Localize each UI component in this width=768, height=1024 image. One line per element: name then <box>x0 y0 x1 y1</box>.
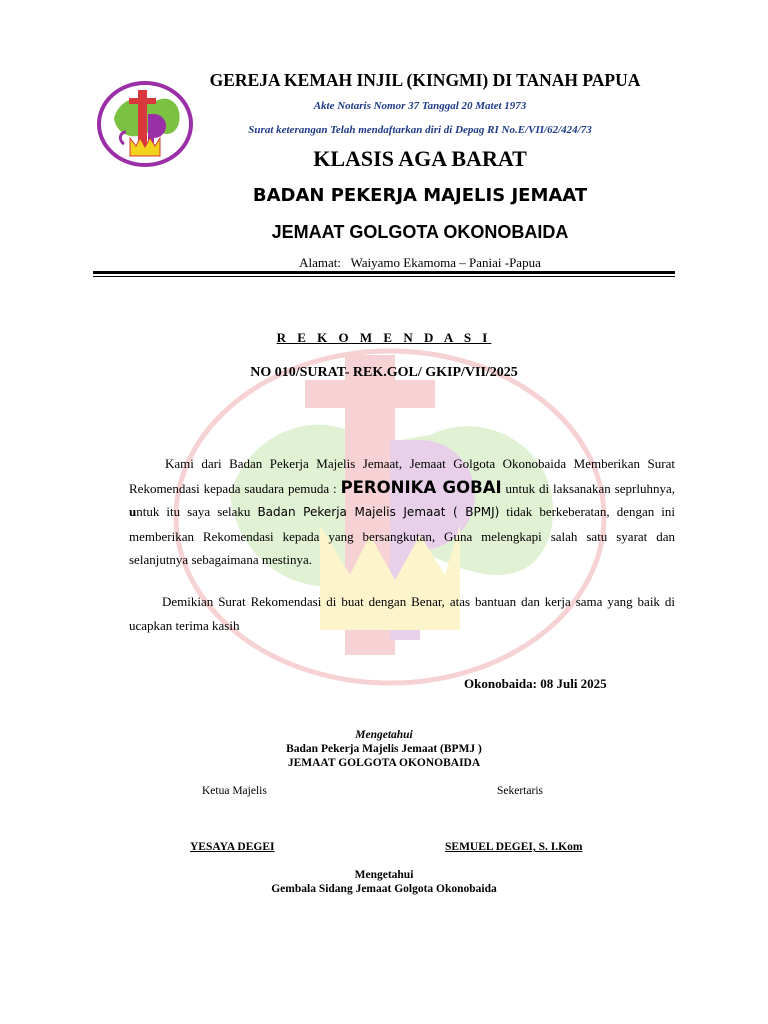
address-label: Alamat: <box>299 255 342 270</box>
header-divider-thick <box>93 271 675 274</box>
letter-number: NO 010/SURAT- REK.GOL/ GKIP/VII/2025 <box>250 365 518 380</box>
sekretaris-title: Sekertaris <box>497 785 543 797</box>
recipient-name: PERONIKA GOBAI <box>340 477 502 497</box>
church-name: GEREJA KEMAH INJIL (KINGMI) DI TANAH PAPUA <box>209 70 641 90</box>
address-line <box>200 255 640 271</box>
jemaat-title: JEMAAT GOLGOTA OKONOBAIDA <box>271 222 569 242</box>
letter-title: R E K O M E N D A S I <box>276 330 492 345</box>
p1-bpmj: Badan Pekerja Majelis Jemaat ( BPMJ) <box>257 505 500 519</box>
jemaat-label: JEMAAT GOLGOTA OKONOBAIDA <box>287 757 481 769</box>
akte-notaris: Akte Notaris Nomor 37 Tanggal 20 Matet 1973 <box>313 100 527 112</box>
sekretaris-name: SEMUEL DEGEI, S. I.Kom <box>445 841 583 853</box>
mengetahui-label: Mengetahui <box>355 729 413 741</box>
p1-text-u: u <box>129 504 137 519</box>
p1-text-a: Kami dari Badan Pekerja Majelis Jemaat, Jemaat Golgota Okonobaida Memberikan Surat Rekomendasi kepada saudara pemuda : <box>129 456 675 496</box>
surat-keterangan: Surat keterangan Telah mendaftarkan diri di Depag RI No.E/VII/62/424/73 <box>248 124 592 136</box>
mengetahui-label-2: Mengetahui <box>354 869 414 881</box>
gembala-label: Gembala Sidang Jemaat Golgota Okonobaida <box>271 883 497 895</box>
badan-pekerja-title: BADAN PEKERJA MAJELIS JEMAAT <box>252 185 588 206</box>
body-paragraph-1 <box>129 452 675 572</box>
header-divider-thin <box>93 276 675 277</box>
address-value: Waiyamo Ekamoma – Paniai -Papua <box>350 255 541 270</box>
klasis-title: KLASIS AGA BARAT <box>313 146 527 171</box>
body-paragraph-2: Demikian Surat Rekomendasi di buat dengan Benar, atas bantuan dan kerja sama yang baik di ucapkan terima kasih <box>129 594 675 633</box>
p1-text-b: untuk di laksanakan seprluhnya, <box>501 480 676 496</box>
bpmj-label: Badan Pekerja Majelis Jemaat (BPMJ ) <box>286 743 482 755</box>
p1-text-c: ntuk itu saya selaku <box>136 504 258 519</box>
ketua-name: YESAYA DEGEI <box>190 841 275 853</box>
p1-text-d: tidak berkeberatan, dengan ini memberikan Rekomendasi kepada yang bersangkutan, Guna melengkapi salah satu syarat dan selanjutnya sebagaimana mestinya. <box>129 504 675 567</box>
ketua-title: Ketua Majelis <box>202 785 267 797</box>
letter-date: Okonobaida: 08 Juli 2025 <box>464 676 607 691</box>
